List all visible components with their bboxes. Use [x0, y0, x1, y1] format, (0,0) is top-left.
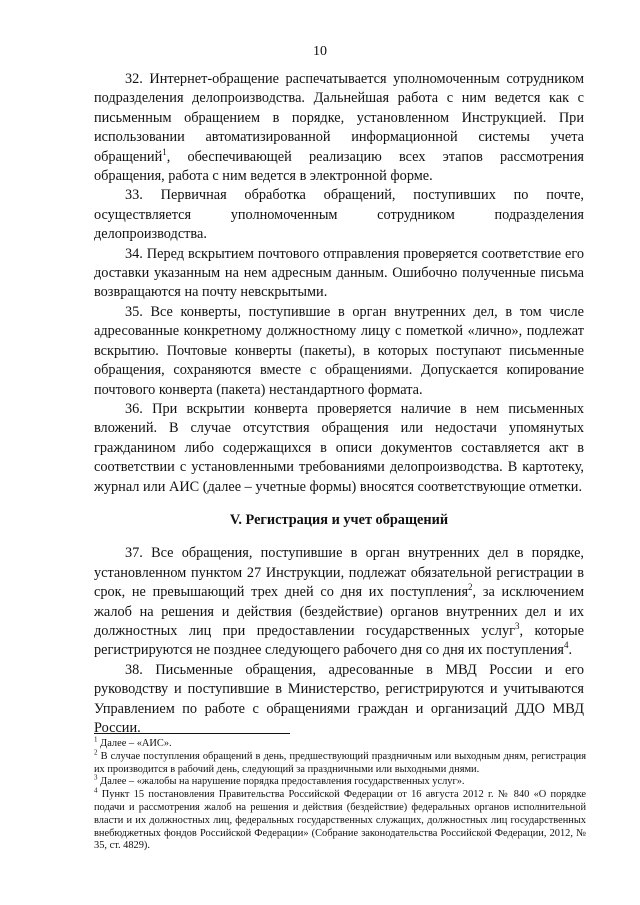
paragraph-34: 34. Перед вскрытием почтового отправления проверяется соответствие его доставки указанным на нем адресным данным. Ошибочно полученные письма возвращаются на почту невскрытыми.: [94, 245, 584, 301]
page-number: 10: [313, 44, 327, 59]
footnote-ref: 2: [468, 582, 473, 593]
paragraph-text: , обеспечивающей реализацию всех этапов рассмотрения обращения, работа с ним ведется в электронной форме.: [94, 148, 584, 185]
footnote-divider: [94, 733, 290, 734]
footnote-text: В случае поступления обращений в день, предшествующий праздничным или выходным дням, регистрация их производится в рабочий день, следующий за праздничными или выходными днями.: [94, 750, 586, 775]
footnote-text: Далее – «жалобы на нарушение порядка предоставления государственных услуг».: [100, 776, 465, 788]
footnote-number: 1: [94, 735, 98, 744]
paragraph-text: 37. Все обращения, поступившие в орган внутренних дел в порядке, установленном пунктом 27 Инструкции, подлежат обязательной регистрации в срок, не превышающий трех дней со дня их поступления: [94, 545, 584, 601]
footnote-ref: 1: [162, 146, 167, 157]
paragraph-37: [94, 544, 584, 660]
paragraph-35: 35. Все конверты, поступившие в орган внутренних дел, в том числе адресованные конкретному должностному лицу с пометкой «лично», подлежат вскрытию. Почтовые конверты (пакеты), в которых поступают письменные обращения, сохраняются вместе с обращениями. Допускается копирование почтового конверта (пакета) нестандартного формата.: [94, 303, 584, 398]
footnote-3: [94, 773, 586, 789]
footnote-ref: 4: [564, 640, 569, 651]
paragraph-36: 36. При вскрытии конверта проверяется наличие в нем письменных вложений. В случае отсутствия обращения или недостачи упомянутых гражданином либо содержащихся в описи документов составляется акт в соответствии с установленными требованиями делопроизводства. В картотеку, журнал или АИС (далее – учетные формы) вносятся соответствующие отметки.: [94, 400, 584, 495]
body-text: [94, 70, 584, 738]
paragraph-text: , за исключением жалоб на решения и действия (бездействие) органов внутренних дел и их должностных лиц при предоставлении государственных услуг: [94, 584, 584, 639]
paragraph-33: 33. Первичная обработка обращений, поступивших по почте, осуществляется уполномоченным сотрудником подразделения делопроизводства.: [94, 187, 584, 243]
paragraph-text: .: [568, 642, 573, 659]
footnote-number: 4: [94, 786, 98, 795]
footnote-4: [94, 786, 586, 853]
footnote-1: [94, 735, 586, 751]
paragraph-text: , которые регистрируются не позднее следующего рабочего дня со дня их поступления: [94, 622, 584, 659]
footnote-number: 2: [94, 748, 98, 757]
footnote-ref: 3: [514, 621, 520, 632]
footnote-text: Далее – «АИС».: [100, 738, 172, 749]
paragraph-32: [94, 70, 584, 186]
footnote-number: 3: [94, 773, 98, 782]
footnote-2: [94, 748, 586, 777]
paragraph-text: 32. Интернет-обращение распечатывается уполномоченным сотрудником подразделения делопроизводства. Дальнейшая работа с ним ведется как с письменным обращением в порядке, установленном Инструкцией. При использовании автоматизированной информационной системы учета обращений: [94, 71, 584, 165]
section-heading: V. Регистрация и учет обращений: [229, 511, 449, 528]
paragraph-38: 38. Письменные обращения, адресованные в МВД России и его руководству и поступившие в Министерство, регистрируются и учитываются Управлением по работе с обращениями граждан и организаций ДДО МВД России.: [94, 661, 584, 736]
footnote-text: Пункт 15 постановления Правительства Российской Федерации от 16 августа 2012 г. № 840 «О порядке подачи и рассмотрения жалоб на решения и действия (бездействие) федеральных органов исполнительной власти и их должностных лиц, федеральных государственных служащих, должностных лиц государственных внебюджетных фондов Российской Федерации» (Собрание законодательства Российской Федерации, 2012, № 35, ст. 4829).: [94, 789, 586, 852]
footnotes: [94, 735, 586, 853]
